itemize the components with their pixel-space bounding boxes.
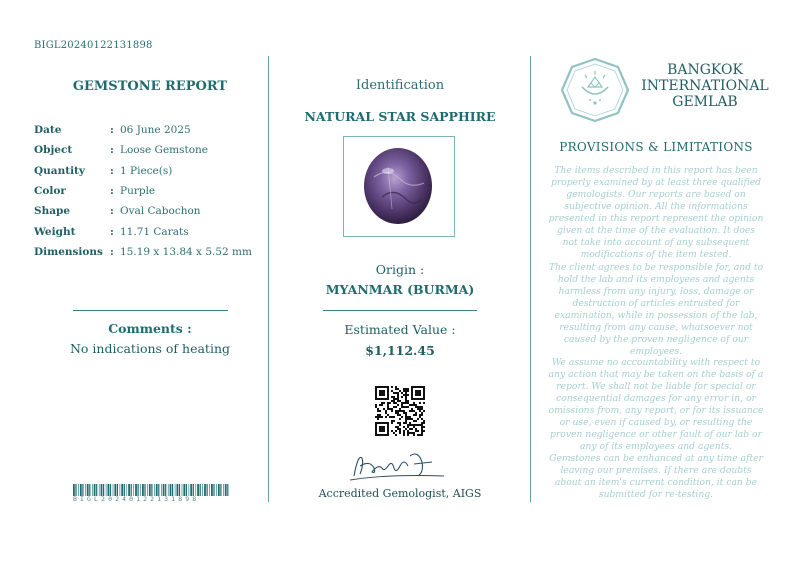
detail-label: Quantity [34,164,86,177]
detail-label: Object [34,144,73,157]
signature [348,446,448,486]
gem-photo-frame [343,136,455,237]
value-amount: $1,112.45 [365,343,435,358]
detail-label: Shape [34,205,71,218]
detail-row-shape [34,201,264,221]
detail-row-color [34,181,264,201]
provisions-title: PROVISIONS & LIMITATIONS [559,140,753,154]
divider-left [268,56,269,502]
signature-caption: Accredited Gemologist, AIGS [318,487,482,500]
detail-label: Dimensions [34,245,103,258]
lab-name-line3: GEMLAB [672,94,738,110]
detail-value: 1 Piece(s) [120,164,173,177]
detail-label: Color [34,185,66,198]
detail-value: 06 June 2025 [120,124,191,137]
report-id: BIGL20240122131898 [34,40,153,51]
detail-value: Purple [120,185,156,198]
detail-colon: : [110,245,114,258]
detail-colon: : [110,124,114,137]
detail-row-quantity [34,161,264,181]
detail-label: Weight [34,225,76,238]
detail-row-date [34,120,264,140]
detail-row-dimensions [34,242,264,262]
qr-code [375,386,425,436]
identification-value: NATURAL STAR SAPPHIRE [304,109,496,124]
divider-right [530,56,531,502]
details-list [34,120,264,262]
comments-divider [73,310,228,311]
detail-value: Loose Gemstone [120,144,209,157]
detail-colon: : [110,225,114,238]
provisions-paragraph-3: We assume no accountability with respect to any action that may be taken on the basis of a report. We shall not be liable for special or consequential damages for any error in, or omissions from, any report, or for its issuance or use, even if caused by, or resulting the proven negligence or other fault of our lab or any of its employees and agents. [548,357,764,452]
comments-text: No indications of heating [69,341,231,356]
report-title: GEMSTONE REPORT [72,79,228,94]
lab-name-line1: BANGKOK [667,62,743,78]
detail-colon: : [110,144,114,157]
comments-title: Comments : [108,321,192,336]
detail-value: Oval Cabochon [120,205,201,218]
origin-label: Origin : [375,262,425,277]
detail-row-weight [34,221,264,241]
provisions-paragraph-4: Gemstones can be enhanced at any time after leaving our premises. If there are doubts about an item's current condition, it can be submitted for re-testing. [549,453,763,500]
value-label: Estimated Value : [344,322,456,337]
detail-label: Date [34,124,62,137]
detail-row-object [34,140,264,160]
detail-value: 15.19 x 13.84 x 5.52 mm [120,245,252,258]
detail-colon: : [110,185,114,198]
gemstone-image [344,137,453,235]
detail-colon: : [110,205,114,218]
lab-logo-icon [560,57,630,123]
lab-name [640,62,770,110]
detail-colon: : [110,164,114,177]
origin-divider [323,310,477,311]
lab-name-line2: INTERNATIONAL [641,78,769,94]
origin-value: MYANMAR (BURMA) [325,282,475,297]
barcode-number: BIGL20240122131898 [73,495,200,503]
provisions-paragraph-1: The items described in this report has been properly examined by at least three qualified gemologists. Our reports are based on subjective opinion. All the informations presented in this report represent the opinion given at the time of the evaluation. It does not take into account of any subsequent modifications of the item tested. [548,165,764,260]
detail-value: 11.71 Carats [120,225,189,238]
provisions-paragraph-2: The client agrees to be responsible for, and to hold the lab and its employees and agents harmless from any injury, loss, damage or destruction of articles entrusted for examination, while in possession of the lab, resulting from any cause, whatsoever not caused by the proven negligence of our employees. [548,262,764,357]
identification-label: Identification [355,78,445,93]
